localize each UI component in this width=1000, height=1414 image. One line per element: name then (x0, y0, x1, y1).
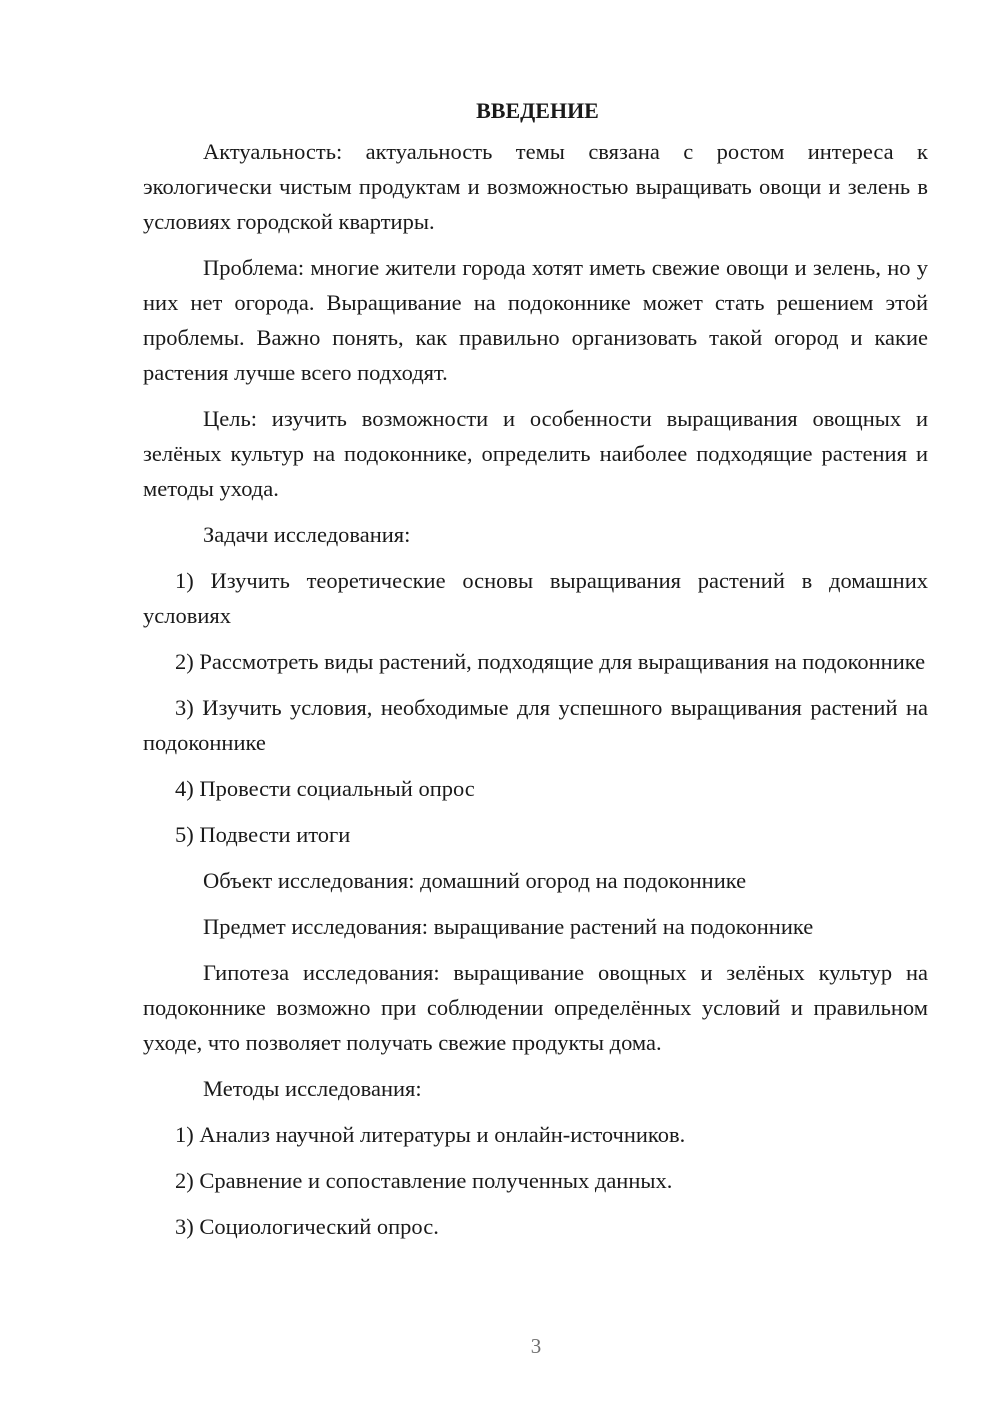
subject-paragraph: Предмет исследования: выращивание растений на подоконнике (203, 914, 814, 939)
problem-paragraph: Проблема: многие жители города хотят иметь свежие овощи и зелень, но у них нет огорода. Выращивание на подоконнике может стать решением этой проблемы. Важно понять, как правильно организовать такой огород и какие растения лучше всего подходят. (143, 255, 928, 385)
hypothesis-paragraph: Гипотеза исследования: выращивание овощных и зелёных культур на подоконнике возможно при соблюдении определённых условий и правильном уходе, что позволяет получать свежие продукты дома. (143, 960, 928, 1055)
methods-heading: Методы исследования: (203, 1076, 422, 1101)
goal-paragraph: Цель: изучить возможности и особенности выращивания овощных и зелёных культур на подоконнике, определить наиболее подходящие растения и методы ухода. (143, 406, 928, 501)
relevance-paragraph: Актуальность: актуальность темы связана с ростом интереса к экологически чистым продуктам и возможностью выращивать овощи и зелень в условиях городской квартиры. (143, 139, 928, 234)
object-paragraph: Объект исследования: домашний огород на подоконнике (203, 868, 747, 893)
method-item-1: 1) Анализ научной литературы и онлайн-источников. (175, 1122, 686, 1147)
task-item-2: 2) Рассмотреть виды растений, подходящие для выращивания на подоконнике (175, 649, 926, 674)
task-item-1: 1) Изучить теоретические основы выращивания растений в домашних условиях (143, 568, 928, 628)
task-item-4: 4) Провести социальный опрос (175, 776, 475, 801)
task-item-5: 5) Подвести итоги (175, 822, 351, 847)
method-item-3: 3) Социологический опрос. (175, 1214, 439, 1239)
method-item-2: 2) Сравнение и сопоставление полученных данных. (175, 1168, 673, 1193)
document-body (143, 96, 928, 1255)
page-number: 3 (530, 1334, 542, 1358)
tasks-heading: Задачи исследования: (203, 522, 411, 547)
task-item-3: 3) Изучить условия, необходимые для успешного выращивания растений на подоконнике (143, 695, 928, 755)
section-title: ВВЕДЕНИЕ (476, 98, 599, 123)
